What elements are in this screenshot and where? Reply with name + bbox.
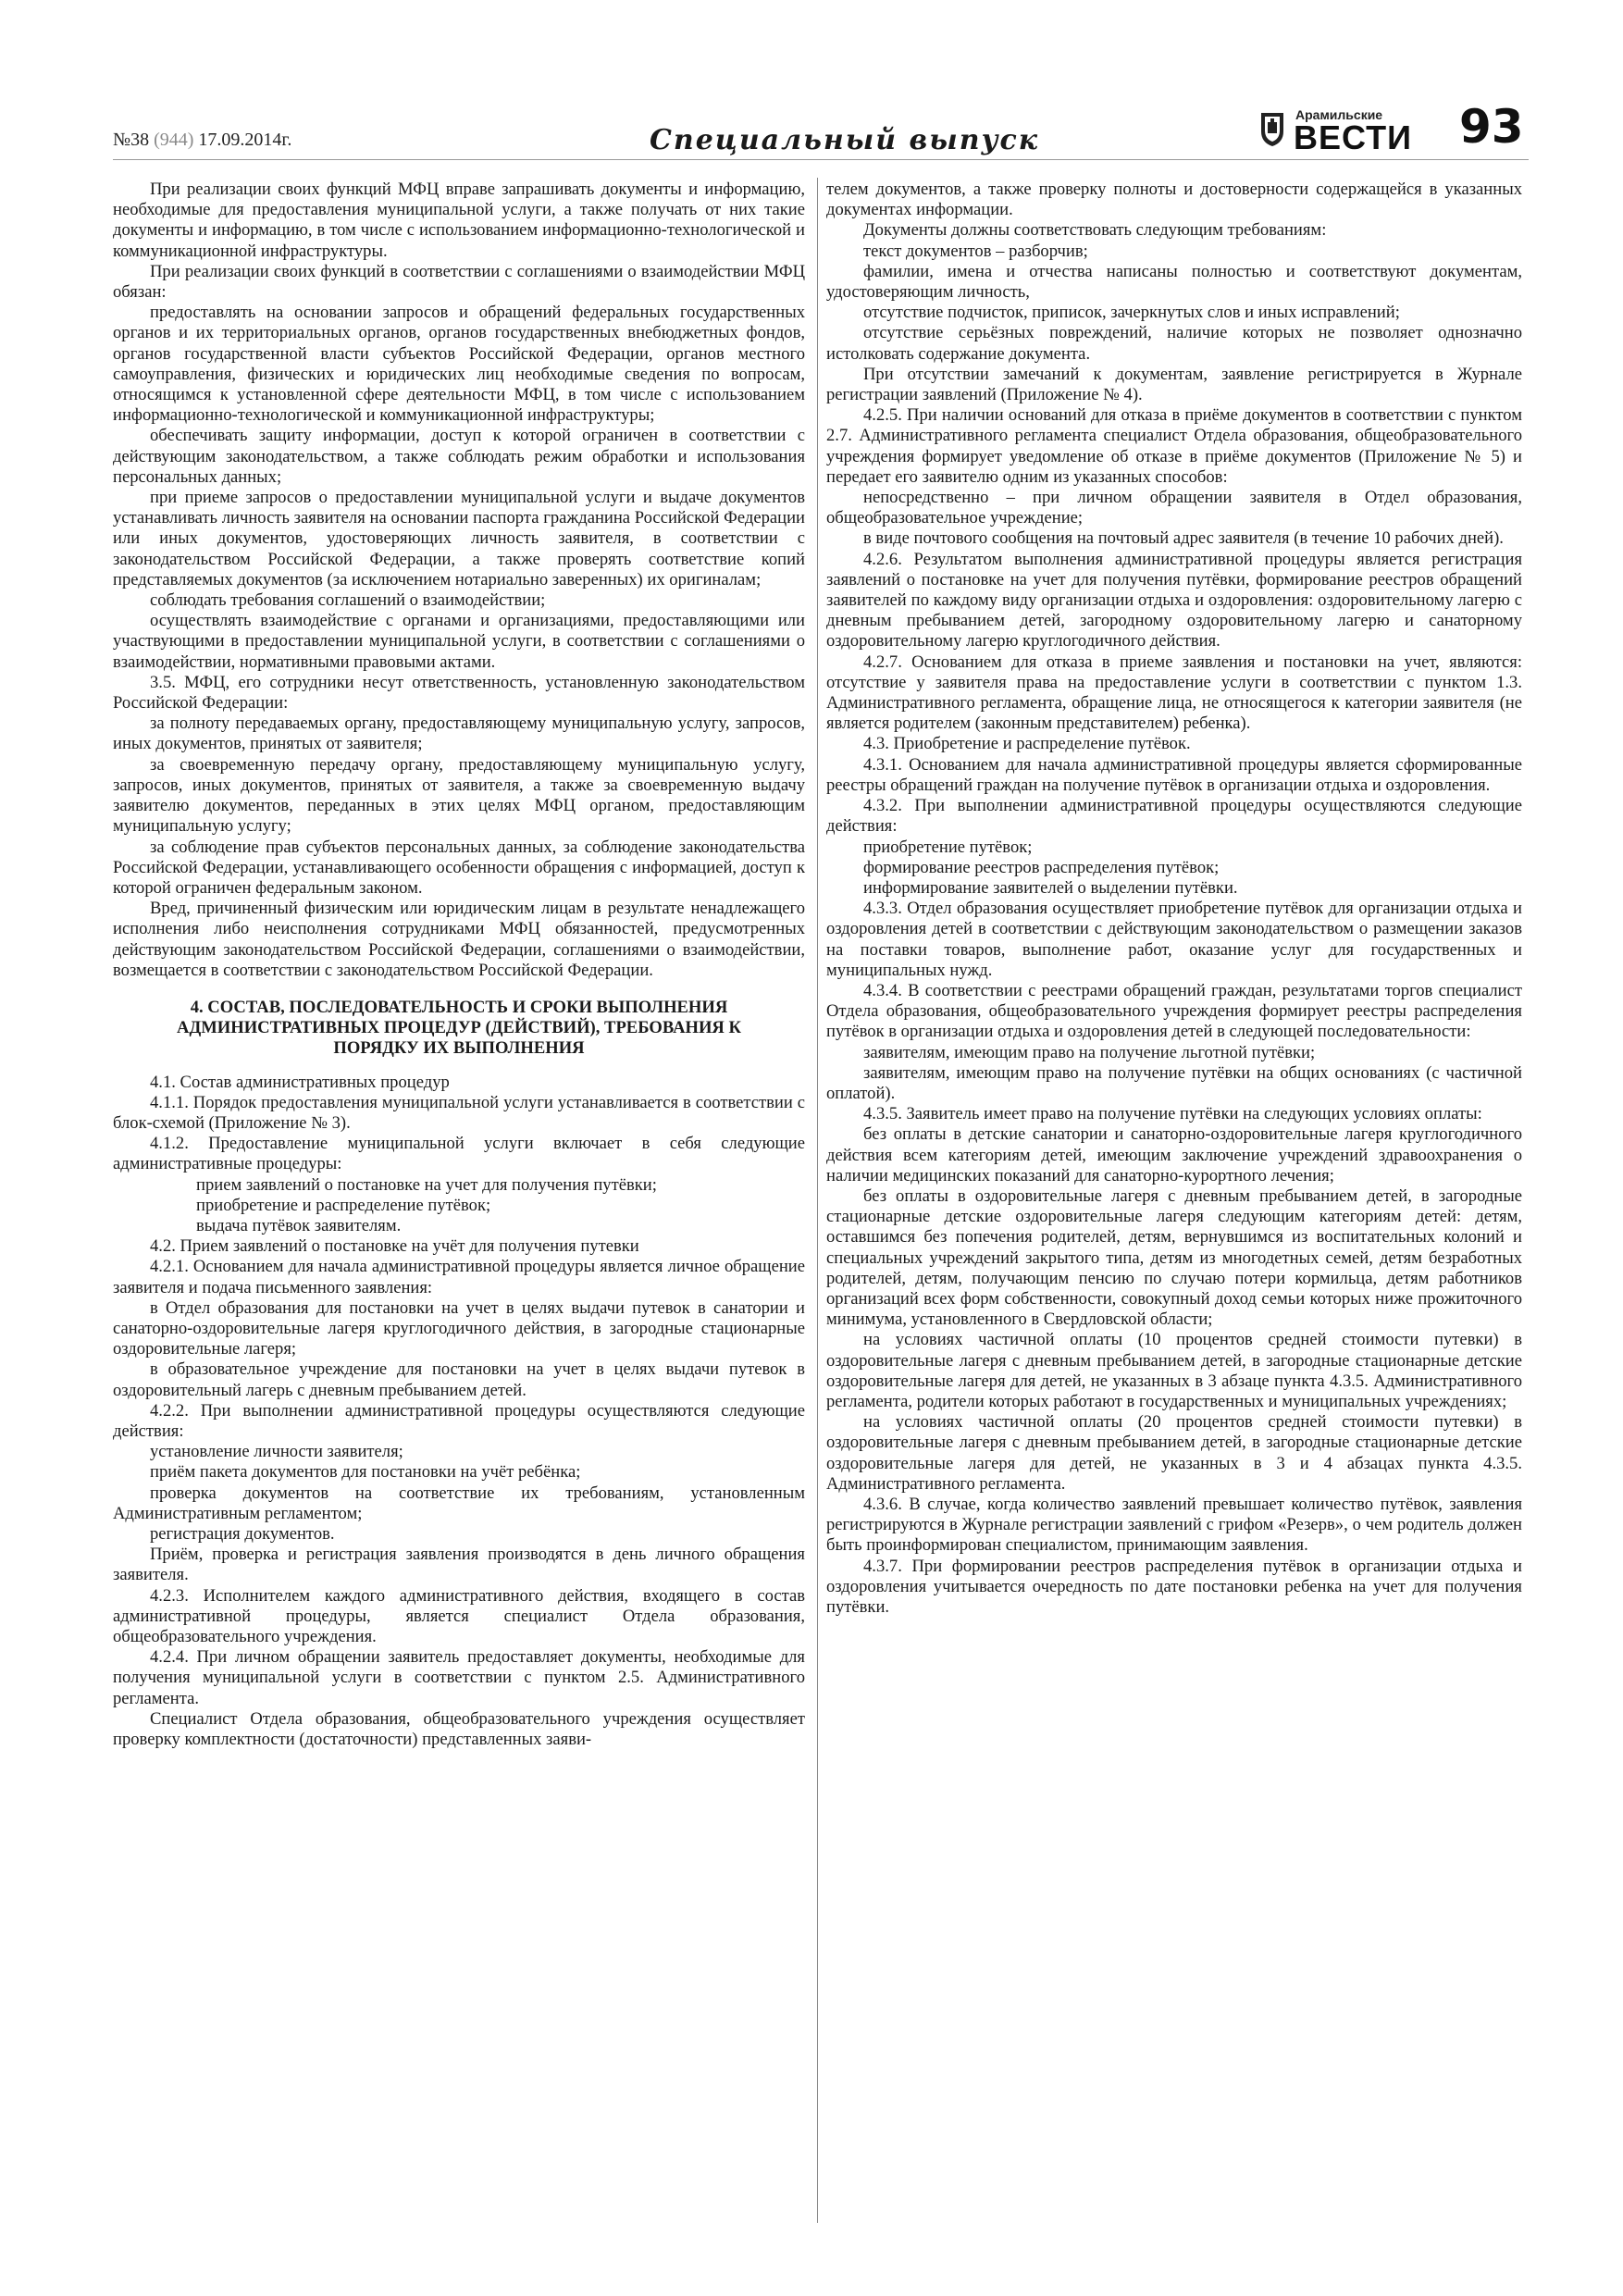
- paragraph: формирование реестров распределения путёвок;: [863, 857, 1220, 877]
- paragraph: на условиях частичной оплаты (20 процентов средней стоимости путевки) в оздоровительные лагеря с дневным пребыванием детей, в загородные стационарные детские оздоровительные лагеря для детей, не указанных в 3 и 4 абзацах пункта 4.3.5. Административного регламента.: [826, 1412, 1522, 1494]
- paragraph: установление личности заявителя;: [150, 1442, 403, 1462]
- paragraph: телем документов, а также проверку полноты и достоверности содержащейся в указанных документах информации.: [826, 180, 1522, 220]
- paragraph: в образовательное учреждение для постановки на учет в целях выдачи путевок в оздоровительный лагерь с дневным пребыванием детей.: [113, 1359, 805, 1400]
- paragraph: предоставлять на основании запросов и обращений федеральных государственных органов и их территориальных органов, органов государственных внебюджетных фондов, органов государственной власти субъектов Российской Федерации, органов местного самоуправления, физических и юридических лиц необходимые сведения по вопросам, относящимся к установленной сфере деятельности МФЦ, в том числе с использованием информационно-технологической и коммуникационной инфраструктуры;: [113, 303, 805, 426]
- paragraph: Документы должны соответствовать следующим требованиям:: [863, 220, 1327, 241]
- coat-of-arms-icon: [1258, 109, 1286, 148]
- paragraph: приобретение путёвок;: [863, 837, 1033, 857]
- paragraph: 4.3.5. Заявитель имеет право на получение путёвки на следующих условиях оплаты:: [863, 1104, 1482, 1124]
- section-heading: 4. СОСТАВ, ПОСЛЕДОВАТЕЛЬНОСТЬ И СРОКИ ВЫПОЛНЕНИЯ АДМИНИСТРАТИВНЫХ ПРОЦЕДУР (ДЕЙСТВИЙ), ТРЕБОВАНИЯ К ПОРЯДКУ ИХ ВЫПОЛНЕНИЯ: [177, 997, 741, 1059]
- paragraph: 4.2.7. Основанием для отказа в приеме заявления и постановки на учет, являются: отсутствие у заявителя права на предоставление услуги в соответствии с пунктом 1.3. Административного регламента, обращение лица, не относящегося к категории заявителя (не является родителем (законным представителем) ребенка).: [826, 652, 1522, 734]
- paragraph: Приём, проверка и регистрация заявления производятся в день личного обращения заявителя.: [113, 1545, 805, 1585]
- paragraph: При реализации своих функций МФЦ вправе запрашивать документы и информацию, необходимые для предоставления муниципальной услуги, а также получать от них такие документы и информацию, в том числе с использованием информационно-технологической и коммуникационной инфраструктуры.: [113, 180, 805, 261]
- paragraph: регистрация документов.: [150, 1524, 335, 1544]
- paragraph: осуществлять взаимодействие с органами и организациями, предоставляющими или участвующими в предоставлении муниципальной услуги, в соответствии с соглашениями о взаимодействии, нормативными правовыми актами.: [113, 611, 805, 672]
- header-rule: [113, 159, 1529, 160]
- paragraph: приём пакета документов для постановки на учёт ребёнка;: [150, 1462, 581, 1483]
- page-header: [113, 100, 1529, 157]
- paragraph: без оплаты в оздоровительные лагеря с дневным пребыванием детей, в загородные стационарные детские оздоровительные лагеря следующим категориям детей: детям, оставшимся без попечения родителей, детям, вернувшимся из воспитательных колоний и специальных учреждений закрытого типа, детям из многодетных семей, детям безработных родителей, детям, получающим пенсию по случаю потери кормильца, детям работников организаций всех форм собственности, совокупный доход семьи которых ниже прожиточного минимума, установленного в Свердловской области;: [826, 1185, 1522, 1330]
- paragraph: за полноту передаваемых органу, предоставляющему муниципальную услугу, запросов, иных документов, принятых от заявителя;: [113, 714, 805, 754]
- paragraph: прием заявлений о постановке на учет для получения путёвки;: [196, 1174, 657, 1195]
- issue-date: 17.09.2014г.: [198, 130, 292, 150]
- paragraph: 4.3.1. Основанием для начала административной процедуры является сформированные реестры обращений граждан на получение путёвок в организации отдыха и оздоровления.: [826, 754, 1522, 795]
- paragraph: 3.5. МФЦ, его сотрудники несут ответственность, установленную законодательством Российской Федерации:: [113, 672, 805, 714]
- paragraph: в виде почтового сообщения на почтовый адрес заявителя (в течение 10 рабочих дней).: [863, 528, 1504, 549]
- left-column: [113, 180, 805, 1750]
- paragraph: на условиях частичной оплаты (10 процентов средней стоимости путевки) в оздоровительные лагеря с дневным пребыванием детей, в загородные стационарные детские оздоровительные лагеря для детей, не указанных в 3 абзаце пункта 4.3.5. Административного регламента, родители которых работают в государственных и муниципальных учреждениях;: [826, 1330, 1522, 1411]
- paragraph: 4.3.3. Отдел образования осуществляет приобретение путёвок для организации отдыха и оздоровления детей в соответствии с действующим законодательством о размещении заказов на поставки товаров, выполнение работ, оказание услуг для государственных и муниципальных нужд.: [826, 899, 1522, 980]
- paragraph: 4.3.4. В соответствии с реестрами обращений граждан, результатами торгов специалист Отдела образования, общеобразовательного учреждения формирует реестры распределения путёвок в организации отдыха и оздоровления детей в следующей последовательности:: [826, 980, 1522, 1042]
- paragraph: Вред, причиненный физическим или юридическим лицам в результате ненадлежащего исполнения либо неисполнения сотрудниками МФЦ обязанностей, предусмотренных действующим законодательством Российской Федерации, соглашениями о взаимодействии, возмещается в соответствии с законодательством Российской Федерации.: [113, 899, 805, 980]
- paragraph: 4.2.1. Основанием для начала административной процедуры является личное обращение заявителя и подача письменного заявления:: [113, 1257, 805, 1297]
- paragraph: 4.1.1. Порядок предоставления муниципальной услуги устанавливается в соответствии с блок-схемой (Приложение № 3).: [113, 1092, 805, 1133]
- issue-number: №38: [113, 130, 150, 150]
- paragraph: заявителям, имеющим право на получение путёвки на общих основаниях (с частичной оплатой).: [826, 1062, 1522, 1103]
- special-edition-title: Специальный выпуск: [650, 124, 1040, 156]
- paragraph: 4.3.2. При выполнении административной процедуры осуществляются следующие действия:: [826, 796, 1522, 837]
- paragraph: При реализации своих функций в соответствии с соглашениями о взаимодействии МФЦ обязан:: [113, 261, 805, 303]
- paragraph: выдача путёвок заявителям.: [196, 1215, 402, 1235]
- paragraph: приобретение и распределение путёвок;: [196, 1195, 491, 1215]
- paragraph: 4.2.2. При выполнении административной процедуры осуществляются следующие действия:: [113, 1400, 805, 1441]
- paragraph: непосредственно – при личном обращении заявителя в Отдел образования, общеобразовательное учреждение;: [826, 488, 1522, 528]
- paragraph: 4.1.2. Предоставление муниципальной услуги включает в себя следующие административные процедуры:: [113, 1134, 805, 1174]
- paragraph: 4.2.3. Исполнителем каждого административного действия, входящего в состав административной процедуры, является специалист Отдела образования, общеобразовательного учреждения.: [113, 1585, 805, 1647]
- paragraph: соблюдать требования соглашений о взаимодействии;: [150, 590, 546, 611]
- column-divider: [817, 178, 818, 2223]
- paragraph: без оплаты в детские санатории и санаторно-оздоровительные лагеря круглогодичного действия всем категориям детей, имеющим заключение учреждений здравоохранения о наличии медицинских показаний для санаторно-курортного лечения;: [826, 1124, 1522, 1185]
- paragraph: в Отдел образования для постановки на учет в целях выдачи путевок в санатории и санаторно-оздоровительные лагеря круглогодичного действия, в загородные стационарные оздоровительные лагеря;: [113, 1297, 805, 1359]
- paragraph: 4.2.5. При наличии оснований для отказа в приёме документов в соответствии с пунктом 2.7. Административного регламента специалист Отдела образования, общеобразовательного учреждения формирует уведомление об отказе в приёме документов (Приложение № 5) и передает его заявителю одним из указанных способов:: [826, 405, 1522, 487]
- paragraph: текст документов – разборчив;: [863, 241, 1088, 261]
- paragraph: 4.2.6. Результатом выполнения административной процедуры является регистрация заявлений о постановке на учет для получения путёвки, формирование реестров обращений заявителей по каждому виду организации отдыха и оздоровления: оздоровительному лагерю с дневным пребыванием детей, загородному оздоровительному лагерю и санаторному оздоровительному лагерю круглогодичного действия.: [826, 549, 1522, 652]
- paragraph: отсутствие подчисток, приписок, зачеркнутых слов и иных исправлений;: [863, 303, 1400, 323]
- paragraph: 4.2.4. При личном обращении заявитель предоставляет документы, необходимые для получения муниципальной услуги в соответствии с пунктом 2.5. Административного регламента.: [113, 1647, 805, 1708]
- paragraph: за своевременную передачу органу, предоставляющему муниципальную услугу, запросов, иных документов, принятых от заявителя, а также за своевременную выдачу заявителю документов, переданных в этих целях МФЦ органом, предоставляющим муниципальную услугу;: [113, 754, 805, 837]
- paragraph: информирование заявителей о выделении путёвки.: [863, 877, 1238, 898]
- logo-name: ВЕСТИ: [1294, 118, 1412, 156]
- newspaper-logo: [1258, 104, 1425, 157]
- paragraph: фамилии, имена и отчества написаны полностью и соответствуют документам, удостоверяющим личность,: [826, 261, 1522, 303]
- paragraph: обеспечивать защиту информации, доступ к которой ограничен в соответствии с действующим законодательством, а также соблюдать режим обработки и использования персональных данных;: [113, 426, 805, 487]
- paragraph: При отсутствии замечаний к документам, заявление регистрируется в Журнале регистрации заявлений (Приложение № 4).: [826, 364, 1522, 405]
- paragraph: 4.3. Приобретение и распределение путёвок.: [863, 734, 1191, 754]
- paragraph: за соблюдение прав субъектов персональных данных, за соблюдение законодательства Российской Федерации, устанавливающего особенности обращения с информацией, доступ к которой ограничен федеральным законом.: [113, 837, 805, 898]
- right-column: [826, 180, 1522, 1618]
- paragraph: при приеме запросов о предоставлении муниципальной услуги и выдаче документов устанавливать личность заявителя на основании паспорта гражданина Российской Федерации или иных документов, удостоверяющих личность заявителя, в соответствии с законодательством Российской Федерации, а также проверять соответствие копий представляемых документов (за исключением нотариально заверенных) их оригиналам;: [113, 488, 805, 590]
- paragraph: 4.2. Прием заявлений о постановке на учёт для получения путевки: [150, 1236, 639, 1257]
- paragraph: заявителям, имеющим право на получение льготной путёвки;: [863, 1042, 1316, 1062]
- paragraph: 4.3.6. В случае, когда количество заявлений превышает количество путёвок, заявления регистрируются в Журнале регистрации заявлений с грифом «Резерв», о чем родитель должен быть проинформирован специалистом, принимающим заявления.: [826, 1495, 1522, 1556]
- paragraph: Специалист Отдела образования, общеобразовательного учреждения осуществляет проверку комплектности (достаточности) представленных заяви-: [113, 1708, 805, 1750]
- issue-info: [113, 130, 291, 151]
- paragraph: отсутствие серьёзных повреждений, наличие которых не позволяет однозначно истолковать содержание документа.: [826, 323, 1522, 364]
- paragraph: проверка документов на соответствие их требованиям, установленным Административным регламентом;: [113, 1483, 805, 1523]
- page-number: 93: [1459, 100, 1524, 154]
- paragraph: 4.1. Состав административных процедур: [150, 1072, 450, 1092]
- paragraph: 4.3.7. При формировании реестров распределения путёвок в организации отдыха и оздоровления учитывается очередность по дате постановки ребенка на учет для получения путёвки.: [826, 1556, 1522, 1618]
- logo-town: Арамильские: [1295, 107, 1383, 122]
- issue-total: (944): [154, 130, 194, 150]
